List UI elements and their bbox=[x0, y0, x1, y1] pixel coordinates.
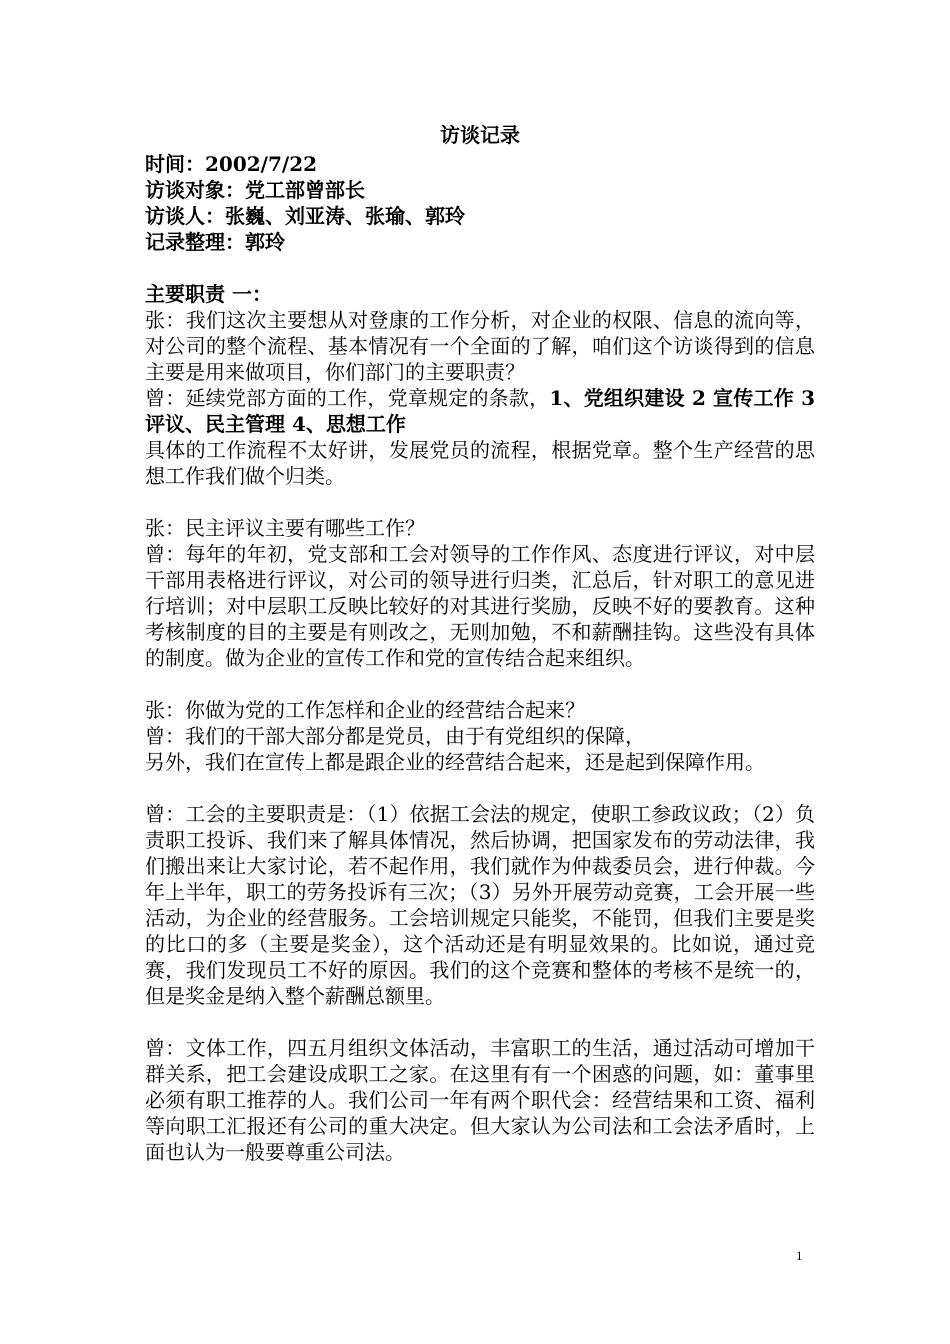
section-heading: 主要职责 一： bbox=[145, 282, 272, 306]
paragraph-2-bold-list: 1、党组织建设 2 宣传工作 3 评议、民主管理 4、思想工作 bbox=[145, 386, 816, 436]
paragraph-2-text: 曾：延续党部方面的工作，党章规定的条款， bbox=[145, 386, 550, 410]
paragraph-10: 曾：文体工作，四五月组织文体活动，丰富职工的生活，通过活动可增加干群关系，把工会建设成职工之家。在这里有有一个困惑的问题，如：董事里必须有职工推荐的人。我们公司一年有两个职代会：经营结果和工资、福利等向职工汇报还有公司的重大决定。但大家认为公司法和工会法矛盾时，上面也认为一般要尊重公司法。 bbox=[145, 1036, 815, 1164]
paragraph-1: 张：我们这次主要想从对登康的工作分析，对企业的权限、信息的流向等，对公司的整个流程、基本情况有一个全面的了解，咱们这个访谈得到的信息主要是用来做项目，你们部门的主要职责？ bbox=[145, 308, 815, 384]
page-number: 1 bbox=[796, 1248, 803, 1263]
document-title: 访谈记录 bbox=[440, 123, 520, 147]
paragraph-7: 曾：我们的干部大部分都是党员，由于有党组织的保障， bbox=[145, 724, 645, 748]
spacer bbox=[145, 255, 815, 281]
document-body bbox=[145, 122, 815, 1165]
paragraph-5: 曾：每年的年初，党支部和工会对领导的工作作风、态度进行评议，对中层干部用表格进行评议，对公司的领导进行归类，汇总后，针对职工的意见进行培训；对中层职工反映比较好的对其进行奖励，反映不好的要教育。这种考核制度的目的主要是有则改之，无则加勉，不和薪酬挂钩。这些没有具体的制度。做为企业的宣传工作和党的宣传结合起来组织。 bbox=[145, 542, 815, 670]
paragraph-2 bbox=[145, 385, 815, 437]
paragraph-9: 曾：工会的主要职责是：（1）依据工会法的规定，使职工参政议政；（2）负责职工投诉、我们来了解具体情况，然后协调，把国家发布的劳动法律，我们搬出来让大家讨论，若不起作用，我们就作为仲裁委员会，进行仲裁。今年上半年，职工的劳务投诉有三次；（3）另外开展劳动竞赛，工会开展一些活动，为企业的经营服务。工会培训规定只能奖，不能罚，但我们主要是奖的比口的多（主要是奖金），这个活动还是有明显效果的。比如说，通过竞赛，我们发现员工不好的原因。我们的这个竞赛和整体的考核不是统一的，但是奖金是纳入整个薪酬总额里。 bbox=[145, 802, 815, 1008]
paragraph-8: 另外，我们在宣传上都是跟企业的经营结合起来，还是起到保障作用。 bbox=[145, 750, 765, 774]
meta-recorder: 记录整理：郭玲 bbox=[145, 230, 285, 254]
paragraph-3: 具体的工作流程不太好讲，发展党员的流程，根据党章。整个生产经营的思想工作我们做个归类。 bbox=[145, 438, 815, 488]
meta-interviewee: 访谈对象：党工部曾部长 bbox=[145, 178, 365, 202]
paragraph-4: 张：民主评议主要有哪些工作？ bbox=[145, 516, 425, 540]
meta-time: 时间：2002/7/22 bbox=[145, 152, 318, 176]
spacer bbox=[145, 489, 815, 515]
meta-interviewers: 访谈人：张巍、刘亚涛、张瑜、郭玲 bbox=[145, 204, 465, 228]
paragraph-6: 张：你做为党的工作怎样和企业的经营结合起来？ bbox=[145, 698, 585, 722]
spacer bbox=[145, 1009, 815, 1035]
spacer bbox=[145, 671, 815, 697]
spacer bbox=[145, 775, 815, 801]
